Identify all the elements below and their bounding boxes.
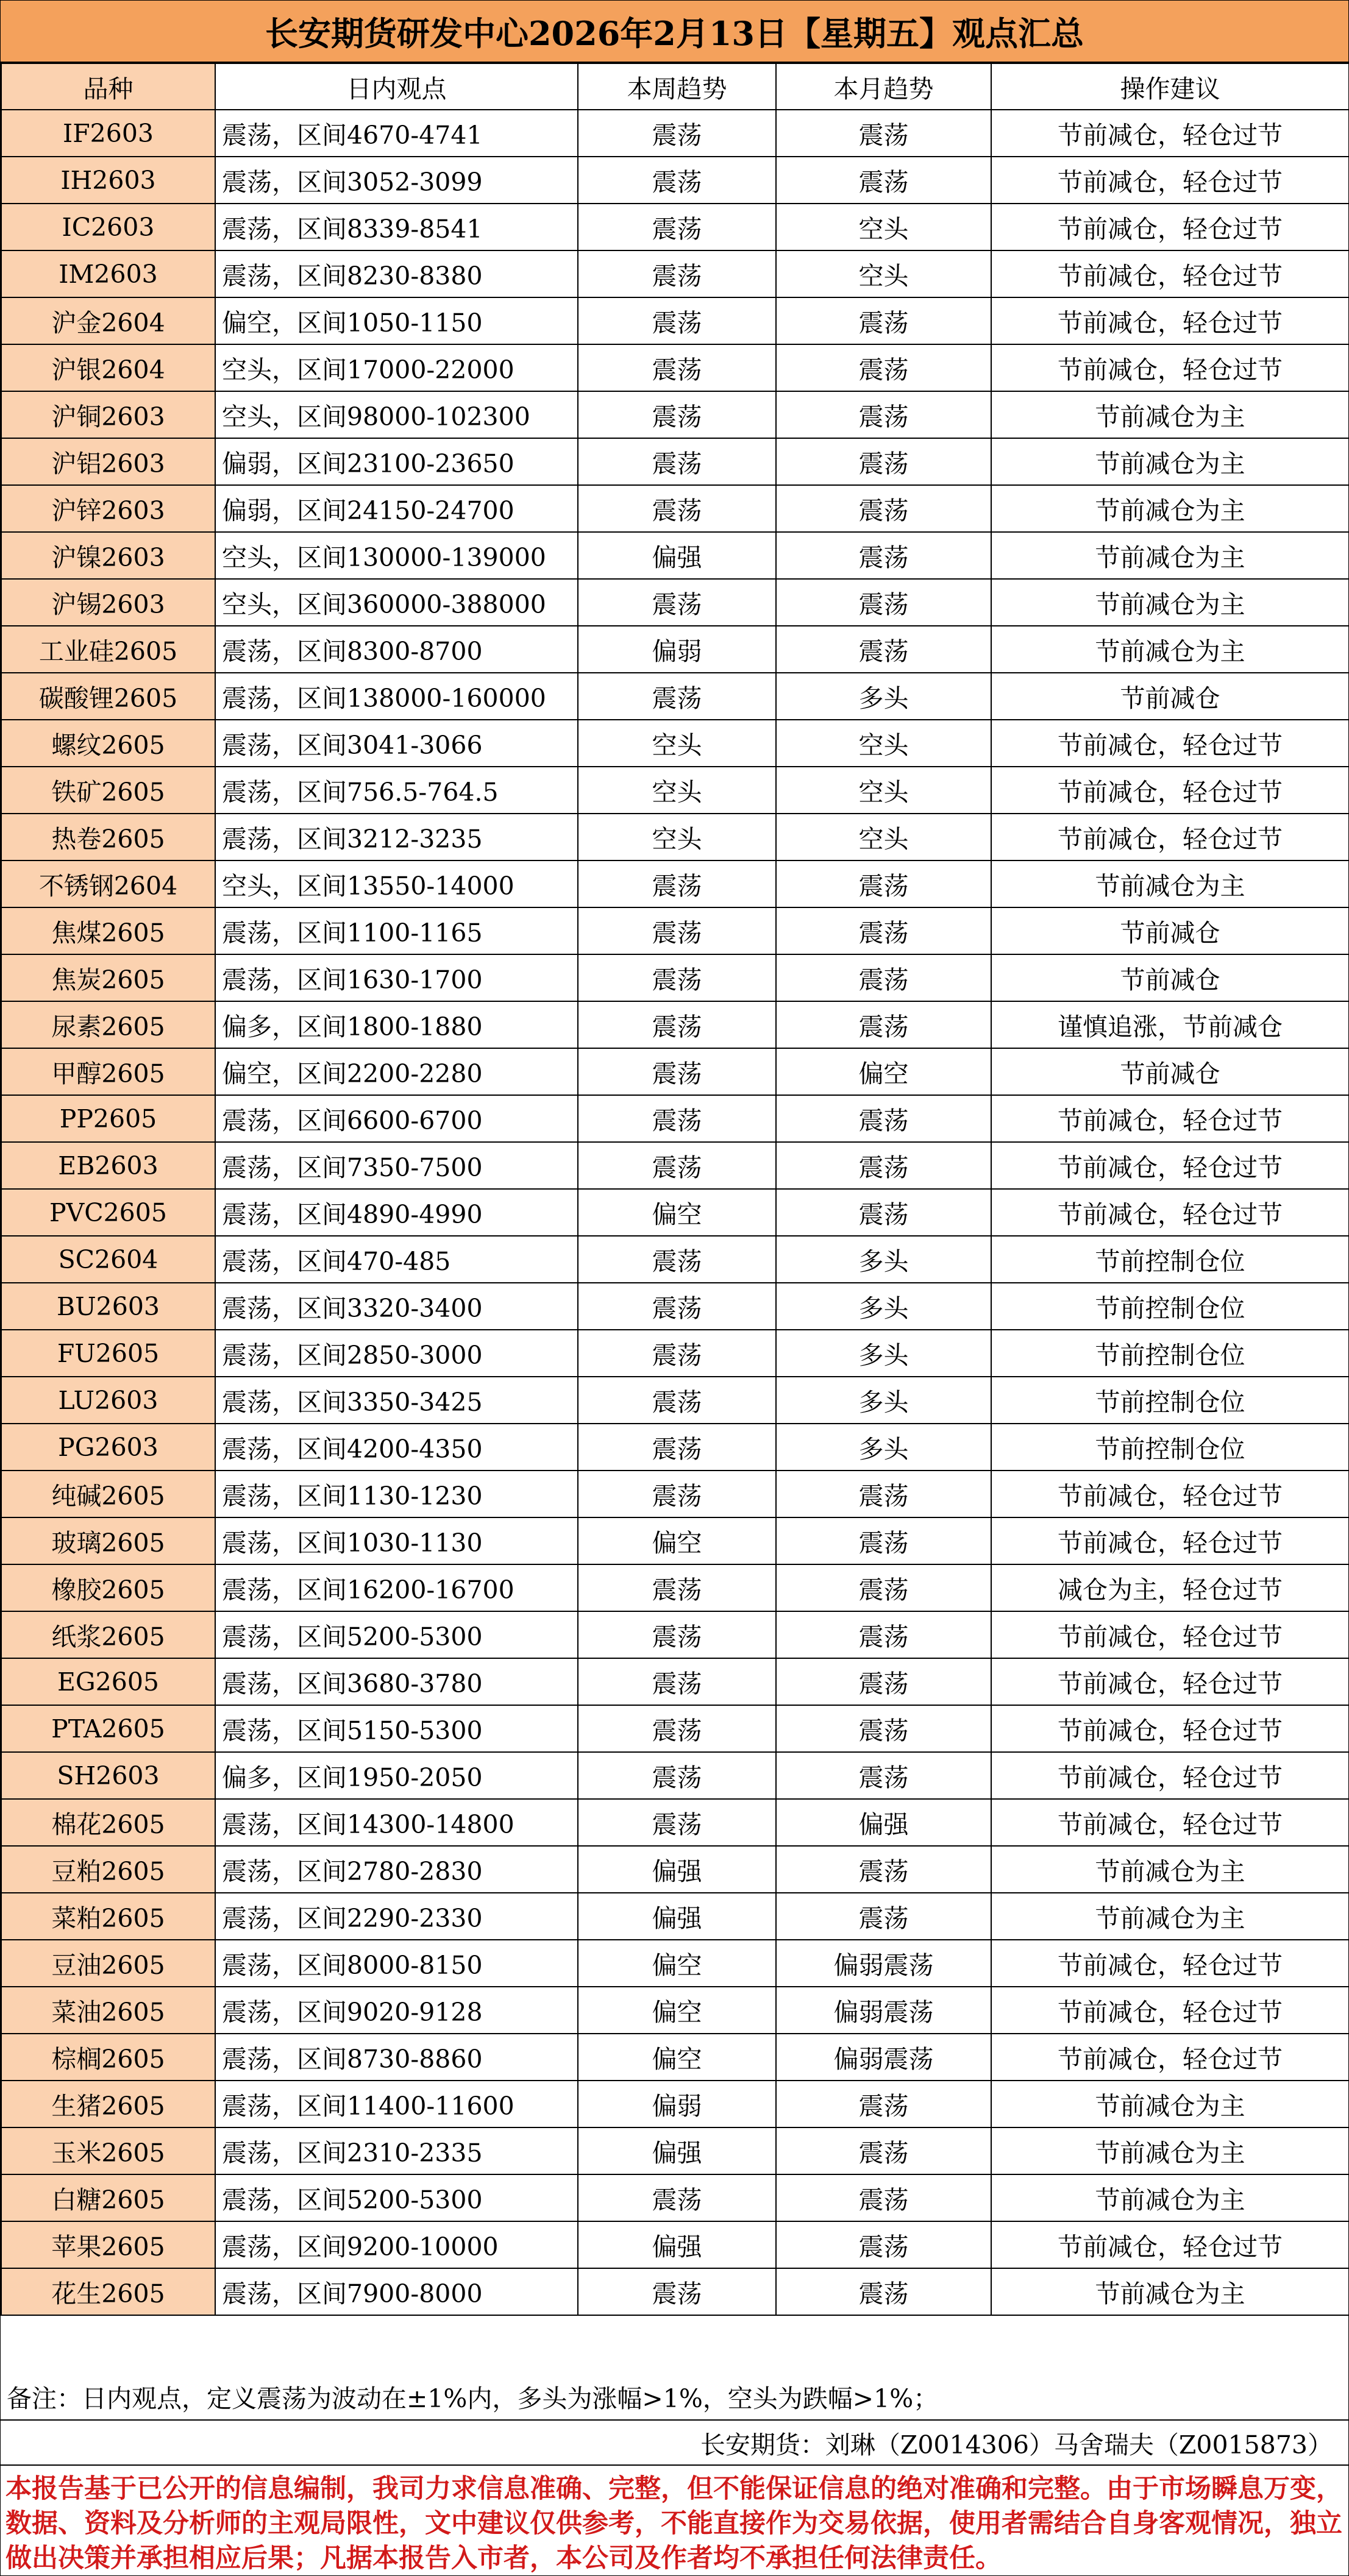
cell-intraday: 震荡，区间756.5-764.5 — [215, 767, 578, 814]
cell-week-trend: 震荡 — [578, 391, 776, 438]
cell-variety: 沪镍2603 — [1, 532, 215, 579]
cell-variety: 热卷2605 — [1, 814, 215, 860]
cell-week-trend: 震荡 — [578, 1236, 776, 1283]
cell-week-trend: 震荡 — [578, 250, 776, 297]
cell-advice: 节前减仓 — [991, 673, 1349, 720]
table-row — [1, 1705, 1349, 1752]
cell-week-trend: 震荡 — [578, 1611, 776, 1658]
table-row — [1, 1330, 1349, 1377]
table-row — [1, 391, 1349, 438]
cell-variety: PTA2605 — [1, 1705, 215, 1752]
cell-variety: FU2605 — [1, 1330, 215, 1377]
cell-intraday: 震荡，区间9020-9128 — [215, 1987, 578, 2034]
cell-intraday: 震荡，区间5200-5300 — [215, 1611, 578, 1658]
cell-variety: 沪铝2603 — [1, 438, 215, 485]
table-row — [1, 1517, 1349, 1564]
cell-variety: 铁矿2605 — [1, 767, 215, 814]
table-header-row — [1, 63, 1349, 110]
cell-variety: 玻璃2605 — [1, 1517, 215, 1564]
cell-month-trend: 多头 — [776, 1330, 991, 1377]
cell-month-trend: 震荡 — [776, 532, 991, 579]
table-row — [1, 1095, 1349, 1142]
cell-week-trend: 震荡 — [578, 110, 776, 157]
cell-variety: IC2603 — [1, 204, 215, 250]
cell-advice: 节前减仓为主 — [991, 438, 1349, 485]
header-advice: 操作建议 — [991, 63, 1349, 110]
cell-advice: 节前控制仓位 — [991, 1283, 1349, 1330]
cell-advice: 节前减仓，轻仓过节 — [991, 1189, 1349, 1236]
cell-week-trend: 震荡 — [578, 1283, 776, 1330]
cell-intraday: 震荡，区间1030-1130 — [215, 1517, 578, 1564]
cell-week-trend: 偏强 — [578, 1893, 776, 1940]
cell-advice: 节前减仓，轻仓过节 — [991, 2221, 1349, 2268]
cell-advice: 节前减仓，轻仓过节 — [991, 1799, 1349, 1846]
cell-month-trend: 震荡 — [776, 1471, 991, 1517]
table-row — [1, 1048, 1349, 1095]
cell-week-trend: 偏空 — [578, 1940, 776, 1987]
cell-week-trend: 震荡 — [578, 485, 776, 532]
cell-intraday: 偏多，区间1800-1880 — [215, 1001, 578, 1048]
table-row — [1, 1893, 1349, 1940]
table-row — [1, 1799, 1349, 1846]
cell-advice: 谨慎追涨，节前减仓 — [991, 1001, 1349, 1048]
cell-month-trend: 震荡 — [776, 954, 991, 1001]
cell-month-trend: 震荡 — [776, 2221, 991, 2268]
cell-month-trend: 震荡 — [776, 1752, 991, 1799]
cell-advice: 节前减仓为主 — [991, 2081, 1349, 2127]
cell-advice: 节前减仓 — [991, 954, 1349, 1001]
cell-intraday: 震荡，区间9200-10000 — [215, 2221, 578, 2268]
cell-month-trend: 震荡 — [776, 907, 991, 954]
cell-advice: 节前减仓 — [991, 1048, 1349, 1095]
disclaimer-text: 本报告基于已公开的信息编制，我司力求信息准确、完整，但不能保证信息的绝对准确和完整。由于市场瞬息万变，数据、资料及分析师的主观局限性，文中建议仅供参考，不能直接作为交易依据，使用者需结合自身客观情况，独立做出决策并承担相应后果；凡据本报告入市者，本公司及作者均不承担任何法律责任。 — [5, 2474, 1342, 2574]
cell-month-trend: 震荡 — [776, 344, 991, 391]
cell-advice: 节前减仓，轻仓过节 — [991, 1611, 1349, 1658]
table-row — [1, 1142, 1349, 1189]
cell-advice: 节前减仓为主 — [991, 2174, 1349, 2221]
cell-month-trend: 震荡 — [776, 860, 991, 907]
cell-intraday: 空头，区间360000-388000 — [215, 579, 578, 626]
cell-intraday: 震荡，区间3212-3235 — [215, 814, 578, 860]
cell-advice: 节前减仓，轻仓过节 — [991, 1658, 1349, 1705]
cell-intraday: 空头，区间17000-22000 — [215, 344, 578, 391]
table-note: 备注：日内观点，定义震荡为波动在±1%内，多头为涨幅>1%，空头为跌幅>1%； — [1, 2374, 1348, 2421]
table-body — [1, 110, 1349, 2315]
cell-intraday: 震荡，区间3052-3099 — [215, 157, 578, 204]
cell-variety: PP2605 — [1, 1095, 215, 1142]
cell-advice: 节前减仓，轻仓过节 — [991, 344, 1349, 391]
cell-week-trend: 震荡 — [578, 157, 776, 204]
cell-month-trend: 空头 — [776, 720, 991, 767]
cell-advice: 节前减仓为主 — [991, 485, 1349, 532]
cell-week-trend: 震荡 — [578, 673, 776, 720]
cell-intraday: 震荡，区间470-485 — [215, 1236, 578, 1283]
cell-advice: 节前减仓，轻仓过节 — [991, 110, 1349, 157]
table-row — [1, 297, 1349, 344]
cell-week-trend: 震荡 — [578, 860, 776, 907]
cell-intraday: 震荡，区间11400-11600 — [215, 2081, 578, 2127]
cell-month-trend: 震荡 — [776, 2081, 991, 2127]
cell-month-trend: 空头 — [776, 814, 991, 860]
cell-variety: 工业硅2605 — [1, 626, 215, 673]
table-row — [1, 157, 1349, 204]
table-row — [1, 1564, 1349, 1611]
header-variety: 品种 — [1, 63, 215, 110]
cell-variety: IF2603 — [1, 110, 215, 157]
cell-advice: 节前减仓，轻仓过节 — [991, 1142, 1349, 1189]
cell-advice: 节前减仓，轻仓过节 — [991, 767, 1349, 814]
cell-advice: 节前减仓为主 — [991, 579, 1349, 626]
cell-month-trend: 震荡 — [776, 1189, 991, 1236]
cell-variety: PG2603 — [1, 1424, 215, 1471]
table-row — [1, 860, 1349, 907]
cell-month-trend: 震荡 — [776, 1846, 991, 1893]
cell-month-trend: 多头 — [776, 1424, 991, 1471]
cell-month-trend: 空头 — [776, 204, 991, 250]
cell-month-trend: 多头 — [776, 1236, 991, 1283]
cell-week-trend: 空头 — [578, 767, 776, 814]
cell-week-trend: 震荡 — [578, 344, 776, 391]
cell-intraday: 震荡，区间1130-1230 — [215, 1471, 578, 1517]
cell-week-trend: 空头 — [578, 720, 776, 767]
cell-week-trend: 偏强 — [578, 1846, 776, 1893]
table-row — [1, 1658, 1349, 1705]
cell-month-trend: 震荡 — [776, 1095, 991, 1142]
cell-variety: 苹果2605 — [1, 2221, 215, 2268]
cell-month-trend: 震荡 — [776, 485, 991, 532]
cell-variety: 豆油2605 — [1, 1940, 215, 1987]
cell-week-trend: 偏强 — [578, 532, 776, 579]
table-row — [1, 1001, 1349, 1048]
cell-month-trend: 多头 — [776, 673, 991, 720]
cell-variety: 沪锌2603 — [1, 485, 215, 532]
cell-month-trend: 震荡 — [776, 157, 991, 204]
cell-advice: 节前减仓，轻仓过节 — [991, 250, 1349, 297]
cell-advice: 节前减仓，轻仓过节 — [991, 1940, 1349, 1987]
cell-advice: 节前减仓，轻仓过节 — [991, 157, 1349, 204]
cell-month-trend: 震荡 — [776, 297, 991, 344]
cell-advice: 节前减仓为主 — [991, 626, 1349, 673]
cell-variety: SC2604 — [1, 1236, 215, 1283]
cell-advice: 节前减仓，轻仓过节 — [991, 1987, 1349, 2034]
cell-week-trend: 偏弱 — [578, 2081, 776, 2127]
cell-advice: 节前减仓为主 — [991, 860, 1349, 907]
cell-month-trend: 震荡 — [776, 1142, 991, 1189]
table-row — [1, 1283, 1349, 1330]
cell-variety: IH2603 — [1, 157, 215, 204]
cell-intraday: 震荡，区间5200-5300 — [215, 2174, 578, 2221]
cell-month-trend: 偏弱震荡 — [776, 1987, 991, 2034]
cell-month-trend: 震荡 — [776, 391, 991, 438]
cell-variety: 纸浆2605 — [1, 1611, 215, 1658]
cell-week-trend: 震荡 — [578, 1752, 776, 1799]
cell-month-trend: 震荡 — [776, 1001, 991, 1048]
cell-variety: 白糖2605 — [1, 2174, 215, 2221]
table-row — [1, 1611, 1349, 1658]
cell-variety: 不锈钢2604 — [1, 860, 215, 907]
cell-week-trend: 偏强 — [578, 2127, 776, 2174]
cell-variety: PVC2605 — [1, 1189, 215, 1236]
author-credits: 长安期货：刘琳（Z0014306）马舍瑞夫（Z0015873） — [1, 2421, 1348, 2466]
cell-variety: SH2603 — [1, 1752, 215, 1799]
cell-week-trend: 震荡 — [578, 1330, 776, 1377]
cell-variety: 沪铜2603 — [1, 391, 215, 438]
cell-variety: 纯碱2605 — [1, 1471, 215, 1517]
cell-intraday: 震荡，区间8300-8700 — [215, 626, 578, 673]
cell-advice: 节前减仓为主 — [991, 1846, 1349, 1893]
cell-variety: LU2603 — [1, 1377, 215, 1424]
cell-month-trend: 多头 — [776, 1283, 991, 1330]
cell-intraday: 震荡，区间5150-5300 — [215, 1705, 578, 1752]
cell-month-trend: 震荡 — [776, 438, 991, 485]
cell-month-trend: 震荡 — [776, 579, 991, 626]
cell-week-trend: 偏强 — [578, 2221, 776, 2268]
table-row — [1, 1424, 1349, 1471]
table-row — [1, 344, 1349, 391]
cell-advice: 节前减仓，轻仓过节 — [991, 204, 1349, 250]
cell-intraday: 震荡，区间7900-8000 — [215, 2268, 578, 2315]
cell-month-trend: 多头 — [776, 1377, 991, 1424]
cell-intraday: 震荡，区间4200-4350 — [215, 1424, 578, 1471]
cell-week-trend: 震荡 — [578, 1705, 776, 1752]
header-month: 本月趋势 — [776, 63, 991, 110]
cell-advice: 节前减仓 — [991, 907, 1349, 954]
cell-week-trend: 空头 — [578, 814, 776, 860]
cell-month-trend: 震荡 — [776, 1564, 991, 1611]
cell-variety: 沪银2604 — [1, 344, 215, 391]
cell-intraday: 震荡，区间4890-4990 — [215, 1189, 578, 1236]
cell-variety: 尿素2605 — [1, 1001, 215, 1048]
cell-week-trend: 震荡 — [578, 1001, 776, 1048]
table-row — [1, 1189, 1349, 1236]
cell-intraday: 震荡，区间16200-16700 — [215, 1564, 578, 1611]
cell-month-trend: 震荡 — [776, 1705, 991, 1752]
header-week: 本周趋势 — [578, 63, 776, 110]
cell-variety: 玉米2605 — [1, 2127, 215, 2174]
table-row — [1, 1236, 1349, 1283]
cell-month-trend: 偏强 — [776, 1799, 991, 1846]
cell-intraday: 震荡，区间2780-2830 — [215, 1846, 578, 1893]
table-row — [1, 673, 1349, 720]
cell-intraday: 震荡，区间2850-3000 — [215, 1330, 578, 1377]
cell-week-trend: 震荡 — [578, 204, 776, 250]
cell-advice: 节前减仓为主 — [991, 391, 1349, 438]
table-row — [1, 1377, 1349, 1424]
table-row — [1, 767, 1349, 814]
cell-intraday: 震荡，区间8730-8860 — [215, 2034, 578, 2081]
table-row — [1, 1846, 1349, 1893]
cell-advice: 节前控制仓位 — [991, 1236, 1349, 1283]
table-row — [1, 2174, 1349, 2221]
cell-advice: 节前减仓，轻仓过节 — [991, 1752, 1349, 1799]
cell-advice: 节前减仓，轻仓过节 — [991, 297, 1349, 344]
cell-variety: 花生2605 — [1, 2268, 215, 2315]
cell-advice: 节前减仓为主 — [991, 1893, 1349, 1940]
cell-advice: 节前控制仓位 — [991, 1424, 1349, 1471]
cell-week-trend: 震荡 — [578, 1424, 776, 1471]
cell-month-trend: 偏空 — [776, 1048, 991, 1095]
cell-month-trend: 空头 — [776, 767, 991, 814]
cell-advice: 节前减仓，轻仓过节 — [991, 1095, 1349, 1142]
cell-intraday: 震荡，区间7350-7500 — [215, 1142, 578, 1189]
cell-variety: 菜油2605 — [1, 1987, 215, 2034]
cell-intraday: 震荡，区间8000-8150 — [215, 1940, 578, 1987]
cell-intraday: 震荡，区间4670-4741 — [215, 110, 578, 157]
table-row — [1, 720, 1349, 767]
cell-week-trend: 偏空 — [578, 1517, 776, 1564]
cell-intraday: 偏多，区间1950-2050 — [215, 1752, 578, 1799]
cell-variety: 碳酸锂2605 — [1, 673, 215, 720]
cell-month-trend: 震荡 — [776, 1517, 991, 1564]
table-row — [1, 579, 1349, 626]
cell-intraday: 震荡，区间3041-3066 — [215, 720, 578, 767]
cell-advice: 减仓为主，轻仓过节 — [991, 1564, 1349, 1611]
cell-intraday: 偏弱，区间24150-24700 — [215, 485, 578, 532]
cell-week-trend: 震荡 — [578, 297, 776, 344]
table-row — [1, 954, 1349, 1001]
cell-variety: BU2603 — [1, 1283, 215, 1330]
cell-week-trend: 震荡 — [578, 2174, 776, 2221]
cell-week-trend: 偏弱 — [578, 626, 776, 673]
cell-month-trend: 震荡 — [776, 2268, 991, 2315]
cell-advice: 节前减仓为主 — [991, 2127, 1349, 2174]
cell-intraday: 震荡，区间3350-3425 — [215, 1377, 578, 1424]
cell-week-trend: 震荡 — [578, 1377, 776, 1424]
cell-intraday: 震荡，区间8339-8541 — [215, 204, 578, 250]
table-row — [1, 2081, 1349, 2127]
table-row — [1, 204, 1349, 250]
cell-month-trend: 震荡 — [776, 2127, 991, 2174]
table-row — [1, 438, 1349, 485]
report-title: 长安期货研发中心2026年2月13日【星期五】观点汇总 — [1, 1, 1348, 63]
cell-intraday: 震荡，区间14300-14800 — [215, 1799, 578, 1846]
table-row — [1, 1940, 1349, 1987]
cell-week-trend: 震荡 — [578, 2268, 776, 2315]
cell-month-trend: 震荡 — [776, 1611, 991, 1658]
cell-intraday: 震荡，区间1630-1700 — [215, 954, 578, 1001]
cell-week-trend: 震荡 — [578, 1095, 776, 1142]
table-row — [1, 2221, 1349, 2268]
cell-variety: 菜粕2605 — [1, 1893, 215, 1940]
cell-variety: 甲醇2605 — [1, 1048, 215, 1095]
table-row — [1, 1987, 1349, 2034]
cell-month-trend: 震荡 — [776, 1893, 991, 1940]
cell-advice: 节前减仓为主 — [991, 2268, 1349, 2315]
cell-intraday: 震荡，区间2290-2330 — [215, 1893, 578, 1940]
cell-week-trend: 震荡 — [578, 1799, 776, 1846]
table-row — [1, 250, 1349, 297]
cell-week-trend: 震荡 — [578, 1048, 776, 1095]
cell-variety: EB2603 — [1, 1142, 215, 1189]
table-row — [1, 814, 1349, 860]
cell-variety: 橡胶2605 — [1, 1564, 215, 1611]
cell-intraday: 震荡，区间3320-3400 — [215, 1283, 578, 1330]
cell-week-trend: 震荡 — [578, 579, 776, 626]
cell-advice: 节前减仓为主 — [991, 532, 1349, 579]
cell-month-trend: 震荡 — [776, 110, 991, 157]
cell-variety: 豆粕2605 — [1, 1846, 215, 1893]
cell-advice: 节前减仓，轻仓过节 — [991, 720, 1349, 767]
cell-week-trend: 震荡 — [578, 907, 776, 954]
table-row — [1, 2127, 1349, 2174]
table-row — [1, 2268, 1349, 2315]
cell-advice: 节前控制仓位 — [991, 1330, 1349, 1377]
cell-intraday: 偏空，区间2200-2280 — [215, 1048, 578, 1095]
cell-week-trend: 震荡 — [578, 1142, 776, 1189]
cell-week-trend: 震荡 — [578, 438, 776, 485]
cell-intraday: 震荡，区间8230-8380 — [215, 250, 578, 297]
cell-variety: 焦煤2605 — [1, 907, 215, 954]
cell-advice: 节前减仓，轻仓过节 — [991, 814, 1349, 860]
cell-month-trend: 震荡 — [776, 626, 991, 673]
cell-week-trend: 偏空 — [578, 2034, 776, 2081]
cell-week-trend: 震荡 — [578, 1471, 776, 1517]
views-table — [1, 63, 1349, 2316]
table-row — [1, 1471, 1349, 1517]
cell-advice: 节前减仓，轻仓过节 — [991, 1471, 1349, 1517]
cell-variety: 沪金2604 — [1, 297, 215, 344]
cell-variety: 螺纹2605 — [1, 720, 215, 767]
table-row — [1, 1752, 1349, 1799]
table-row — [1, 907, 1349, 954]
cell-week-trend: 偏空 — [578, 1189, 776, 1236]
cell-week-trend: 震荡 — [578, 1564, 776, 1611]
header-intraday: 日内观点 — [215, 63, 578, 110]
cell-variety: 棉花2605 — [1, 1799, 215, 1846]
table-row — [1, 110, 1349, 157]
cell-intraday: 震荡，区间138000-160000 — [215, 673, 578, 720]
cell-variety: 沪锡2603 — [1, 579, 215, 626]
cell-intraday: 震荡，区间3680-3780 — [215, 1658, 578, 1705]
cell-variety: EG2605 — [1, 1658, 215, 1705]
cell-intraday: 震荡，区间2310-2335 — [215, 2127, 578, 2174]
table-row — [1, 2034, 1349, 2081]
cell-month-trend: 空头 — [776, 250, 991, 297]
cell-advice: 节前减仓，轻仓过节 — [991, 1517, 1349, 1564]
table-row — [1, 485, 1349, 532]
cell-intraday: 空头，区间13550-14000 — [215, 860, 578, 907]
cell-intraday: 震荡，区间6600-6700 — [215, 1095, 578, 1142]
cell-week-trend: 震荡 — [578, 954, 776, 1001]
cell-variety: 棕榈2605 — [1, 2034, 215, 2081]
cell-intraday: 偏空，区间1050-1150 — [215, 297, 578, 344]
cell-variety: 生猪2605 — [1, 2081, 215, 2127]
cell-intraday: 震荡，区间1100-1165 — [215, 907, 578, 954]
cell-month-trend: 震荡 — [776, 2174, 991, 2221]
cell-month-trend: 震荡 — [776, 1658, 991, 1705]
cell-variety: 焦炭2605 — [1, 954, 215, 1001]
cell-week-trend: 偏空 — [578, 1987, 776, 2034]
cell-week-trend: 震荡 — [578, 1658, 776, 1705]
cell-intraday: 空头，区间130000-139000 — [215, 532, 578, 579]
cell-intraday: 空头，区间98000-102300 — [215, 391, 578, 438]
cell-month-trend: 偏弱震荡 — [776, 1940, 991, 1987]
table-row — [1, 532, 1349, 579]
cell-advice: 节前减仓，轻仓过节 — [991, 1705, 1349, 1752]
cell-advice: 节前减仓，轻仓过节 — [991, 2034, 1349, 2081]
cell-variety: IM2603 — [1, 250, 215, 297]
cell-advice: 节前控制仓位 — [991, 1377, 1349, 1424]
table-row — [1, 626, 1349, 673]
cell-intraday: 偏弱，区间23100-23650 — [215, 438, 578, 485]
cell-month-trend: 偏弱震荡 — [776, 2034, 991, 2081]
